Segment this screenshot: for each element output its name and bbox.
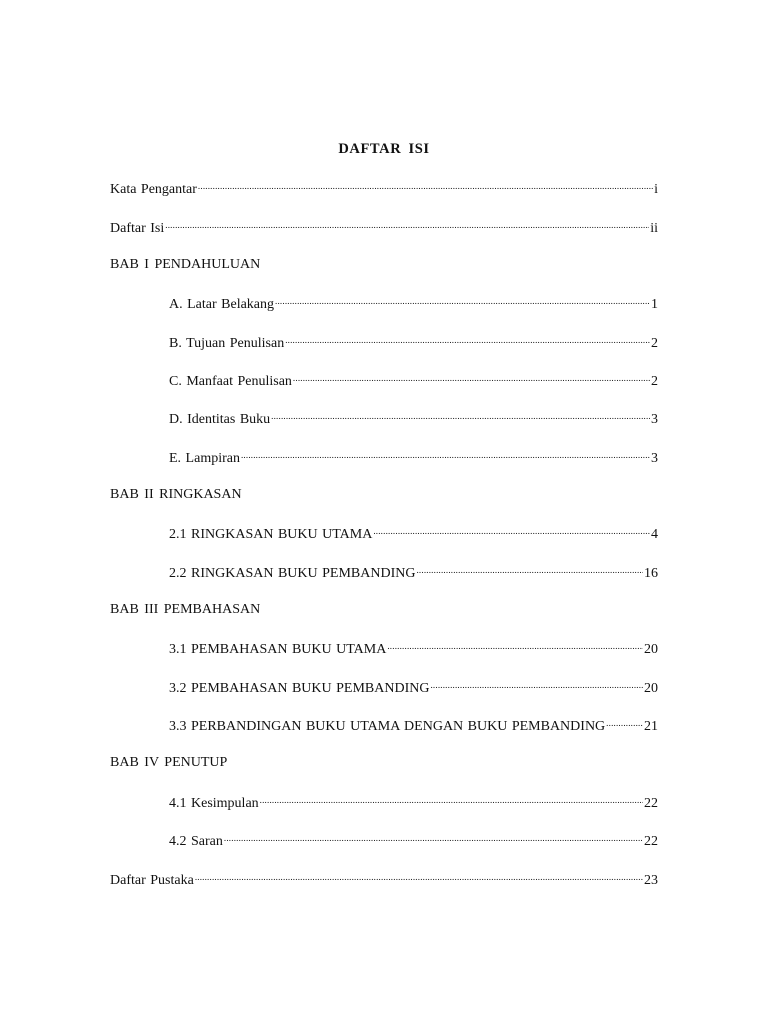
toc-entry-label: 2.1 RINGKASAN BUKU UTAMA — [169, 527, 373, 542]
toc-entry-label: 4.1 Kesimpulan — [169, 796, 259, 811]
toc-leader-dots — [195, 870, 643, 884]
toc-entry-perbandingan-buku — [169, 716, 658, 736]
chapter-heading-bab-4: BAB IV PENUTUP — [110, 755, 228, 770]
toc-entry-label: Daftar Isi — [110, 221, 165, 236]
toc-entry-page: 20 — [644, 642, 658, 657]
toc-entry-label: C. Manfaat Penulisan — [169, 374, 292, 389]
toc-entry-label: A. Latar Belakang — [169, 297, 275, 312]
toc-entry-label: 3.2 PEMBAHASAN BUKU PEMBANDING — [169, 681, 430, 696]
toc-entry-label: 3.3 PERBANDINGAN BUKU UTAMA DENGAN BUKU PEMBANDING — [169, 719, 606, 734]
toc-entry-lampiran — [169, 448, 658, 468]
toc-entry-page: 22 — [644, 796, 658, 811]
toc-entry-label: E. Lampiran — [169, 451, 240, 466]
toc-entry-page: 4 — [651, 527, 658, 542]
toc-entry-pembahasan-buku-pembanding — [169, 678, 658, 698]
toc-leader-dots — [285, 333, 650, 347]
toc-entry-latar-belakang — [169, 294, 658, 314]
toc-entry-saran — [169, 831, 658, 851]
toc-entry-kesimpulan — [169, 793, 658, 813]
toc-entry-label: 3.1 PEMBAHASAN BUKU UTAMA — [169, 642, 387, 657]
chapter-heading-bab-1: BAB I PENDAHULUAN — [110, 257, 261, 272]
toc-entry-page: 16 — [644, 566, 658, 581]
toc-entry-ringkasan-buku-pembanding — [169, 563, 658, 583]
toc-entry-page: 2 — [651, 374, 658, 389]
toc-leader-dots — [165, 218, 649, 232]
toc-entry-pembahasan-buku-utama — [169, 639, 658, 659]
toc-entry-page: 2 — [651, 336, 658, 351]
toc-entry-label: 4.2 Saran — [169, 834, 223, 849]
toc-entry-daftar-pustaka — [110, 870, 658, 890]
toc-entry-label: B. Tujuan Penulisan — [169, 336, 285, 351]
toc-leader-dots — [373, 524, 650, 538]
toc-entry-page: 3 — [651, 412, 658, 427]
toc-entry-manfaat-penulisan — [169, 371, 658, 391]
chapter-heading-bab-3: BAB III PEMBAHASAN — [110, 602, 261, 617]
toc-entry-kata-pengantar — [110, 179, 658, 199]
toc-leader-dots — [275, 294, 650, 308]
toc-entry-daftar-isi — [110, 218, 658, 238]
toc-entry-page: 3 — [651, 451, 658, 466]
toc-entry-tujuan-penulisan — [169, 333, 658, 353]
toc-leader-dots — [224, 831, 643, 845]
toc-leader-dots — [416, 563, 643, 577]
toc-leader-dots — [606, 716, 643, 730]
toc-entry-label: Kata Pengantar — [110, 182, 197, 197]
toc-leader-dots — [241, 448, 650, 462]
toc-entry-page: ii — [650, 221, 658, 236]
toc-entry-page: 22 — [644, 834, 658, 849]
chapter-heading-bab-2: BAB II RINGKASAN — [110, 487, 242, 502]
toc-leader-dots — [260, 793, 643, 807]
toc-entry-label: 2.2 RINGKASAN BUKU PEMBANDING — [169, 566, 416, 581]
toc-entry-page: 1 — [651, 297, 658, 312]
page-title: DAFTAR ISI — [338, 141, 430, 157]
toc-entry-ringkasan-buku-utama — [169, 524, 658, 544]
toc-leader-dots — [271, 409, 650, 423]
toc-entry-identitas-buku — [169, 409, 658, 429]
toc-entry-page: 23 — [644, 873, 658, 888]
toc-leader-dots — [430, 678, 643, 692]
toc-entry-label: D. Identitas Buku — [169, 412, 271, 427]
toc-entry-page: 20 — [644, 681, 658, 696]
toc-entry-page: 21 — [644, 719, 658, 734]
toc-leader-dots — [387, 639, 643, 653]
toc-leader-dots — [198, 179, 653, 193]
toc-entry-label: Daftar Pustaka — [110, 873, 194, 888]
toc-entry-page: i — [654, 182, 658, 197]
toc-leader-dots — [293, 371, 650, 385]
